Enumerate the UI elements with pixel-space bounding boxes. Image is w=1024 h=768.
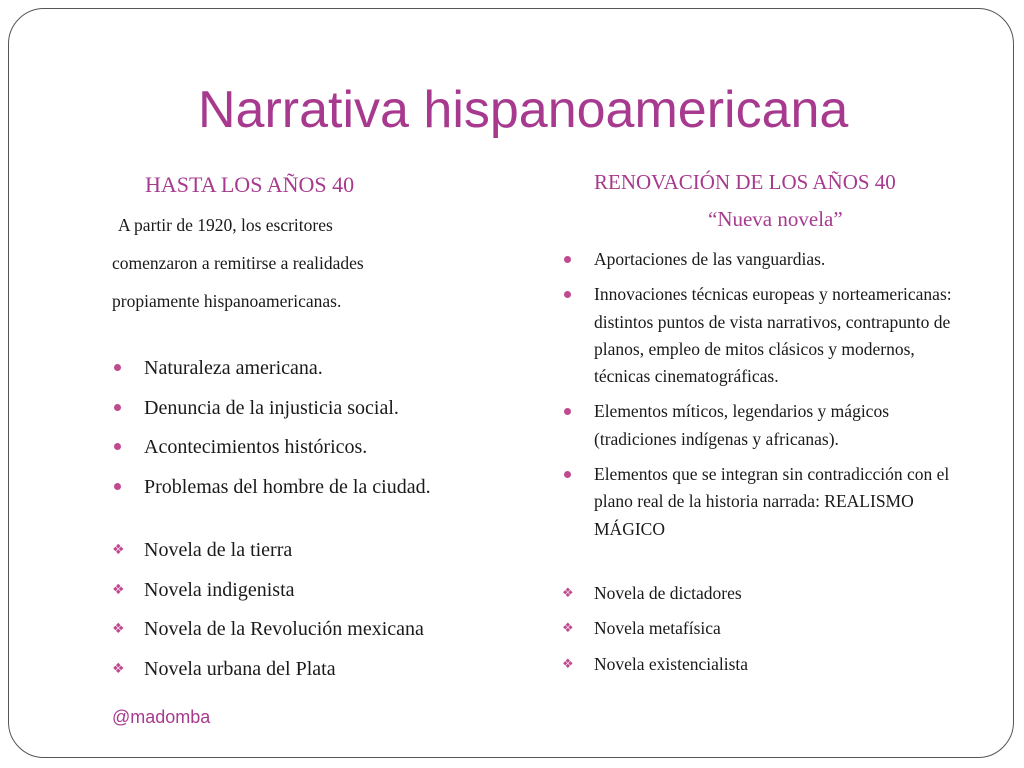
list-item-text: Naturaleza americana.	[144, 357, 323, 379]
list-item	[112, 433, 431, 473]
list-item-text: Elementos míticos, legendarios y mágicos (tradiciones indígenas y africanas).	[594, 401, 890, 449]
right-diamond-list	[562, 580, 962, 686]
list-item	[562, 651, 962, 678]
list-item-text: Innovaciones técnicas europeas y norteamericanas: distintos puntos de vista narrativos, contrapunto de planos, empleo de mitos clásicos y modernos, técnicas cinematográficas.	[594, 284, 952, 387]
list-item-text: Novela indigenista	[144, 578, 295, 601]
list-item	[562, 281, 962, 390]
bullet-dot-icon	[114, 404, 121, 411]
right-column-subheading: “Nueva novela”	[708, 207, 843, 231]
list-item-text: Novela urbana del Plata	[144, 657, 336, 680]
left-intro-paragraph	[112, 206, 442, 320]
intro-line: comenzaron a remitirse a realidades	[112, 253, 364, 273]
diamond-bullet-icon: ❖	[562, 656, 574, 672]
list-item-text: Aportaciones de las vanguardias.	[594, 249, 826, 269]
diamond-bullet-icon: ❖	[112, 621, 125, 637]
diamond-bullet-icon: ❖	[112, 660, 125, 677]
list-item	[112, 536, 424, 576]
list-item-text: Problemas del hombre de la ciudad.	[144, 475, 431, 498]
list-item	[112, 354, 431, 394]
bullet-dot-icon	[564, 471, 571, 478]
list-item-text: Elementos que se integran sin contradicción con el plano real de la historia narrada: REALISMO MÁGICO	[594, 464, 950, 539]
list-item	[112, 576, 424, 616]
right-bullet-list	[562, 246, 962, 551]
author-signature: @madomba	[112, 707, 211, 727]
intro-line: propiamente hispanoamericanas.	[112, 291, 342, 311]
list-item	[112, 394, 431, 434]
list-item	[562, 398, 962, 453]
list-item	[562, 246, 962, 273]
list-item	[112, 655, 424, 695]
intro-line: A partir de 1920, los escritores	[118, 215, 333, 235]
left-column-heading: HASTA LOS AÑOS 40	[145, 172, 355, 197]
list-item-text: Acontecimientos históricos.	[144, 436, 368, 458]
left-bullet-list	[112, 354, 431, 512]
list-item	[562, 615, 962, 642]
list-item	[112, 473, 431, 513]
list-item-text: Novela de la Revolución mexicana	[144, 618, 424, 640]
list-item	[112, 615, 424, 655]
diamond-bullet-icon: ❖	[112, 542, 125, 558]
list-item	[562, 461, 962, 543]
list-item-text: Novela metafísica	[594, 618, 721, 639]
right-column-heading: RENOVACIÓN DE LOS AÑOS 40	[594, 170, 896, 194]
list-item-text: Novela de la tierra	[144, 539, 293, 561]
list-item-text: Denuncia de la injusticia social.	[144, 396, 399, 419]
bullet-dot-icon	[564, 291, 571, 298]
list-item-text: Novela de dictadores	[594, 583, 742, 603]
left-diamond-list	[112, 536, 424, 694]
list-item	[562, 580, 962, 607]
diamond-bullet-icon: ❖	[562, 621, 574, 637]
bullet-dot-icon	[114, 443, 121, 450]
bullet-dot-icon	[564, 256, 571, 263]
diamond-bullet-icon: ❖	[112, 581, 125, 598]
bullet-dot-icon	[564, 408, 571, 415]
diamond-bullet-icon: ❖	[562, 586, 574, 601]
bullet-dot-icon	[114, 364, 121, 371]
bullet-dot-icon	[114, 483, 121, 490]
list-item-text: Novela existencialista	[594, 653, 749, 674]
slide-title: Narrativa hispanoamericana	[198, 81, 849, 139]
